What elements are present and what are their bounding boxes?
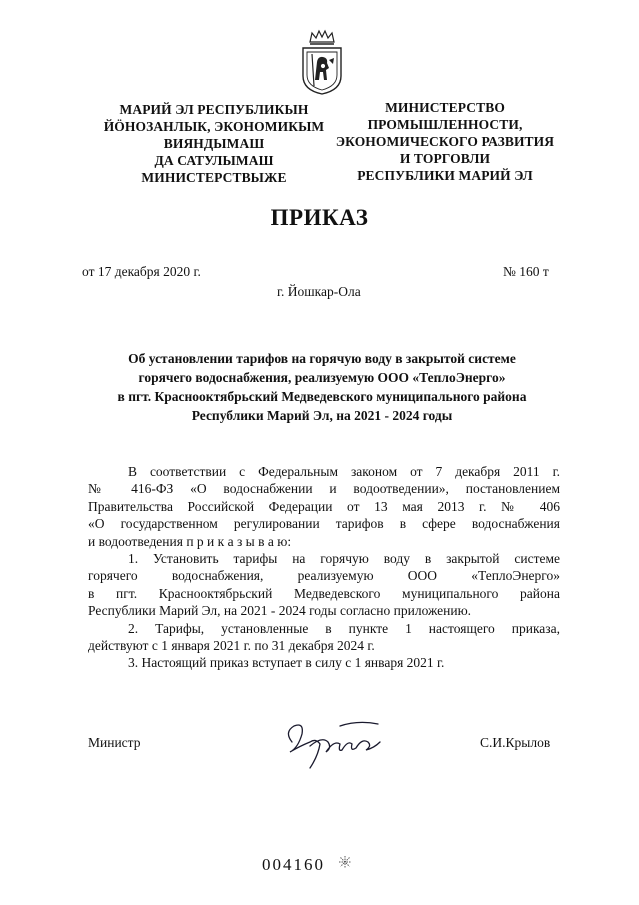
body-line: в пгт. Краснооктябрьский Медведевского муниципального района	[88, 585, 560, 601]
coat-of-arms-icon	[299, 28, 345, 96]
header-right-line: МИНИСТЕРСТВО	[385, 100, 505, 115]
body-line: Правительства Российской Федерации от 13 мая 2013 г. № 406	[88, 498, 560, 514]
header-left-line: МИНИСТЕРСТВЫЖЕ	[141, 170, 287, 185]
header-right-line: ЭКОНОМИЧЕСКОГО РАЗВИТИЯ	[335, 134, 555, 149]
order-subject	[80, 349, 564, 425]
body-line: 3. Настоящий приказ вступает в силу с 1 января 2021 г.	[128, 655, 445, 671]
signatory-name: С.И.Крылов	[480, 735, 551, 750]
body-line: «О государственном регулировании тарифов в сфере водоснабжения	[88, 516, 560, 532]
signatory-position: Министр	[88, 735, 141, 750]
ministry-name-mari	[80, 101, 348, 186]
header-left-line: ДА САТУЛЫМАШ	[154, 153, 274, 168]
header-left-line: ВИЯНДЫМАШ	[163, 136, 265, 151]
order-number: № 160 т	[503, 264, 549, 279]
header-right-line: И ТОРГОВЛИ	[399, 151, 491, 166]
order-date: от 17 декабря 2020 г.	[82, 264, 201, 279]
subject-line: Об установлении тарифов на горячую воду в закрытой системе	[128, 351, 516, 366]
body-line: Республики Марий Эл, на 2021 - 2024 годы согласно приложению.	[88, 603, 472, 619]
document-title: ПРИКАЗ	[270, 205, 369, 230]
header-left-line: ЙӦНОЗАНЛЫК, ЭКОНОМИКЫМ	[103, 119, 325, 134]
header-left-line: МАРИЙ ЭЛ РЕСПУБЛИКЫН	[119, 102, 309, 117]
order-body	[88, 463, 560, 672]
body-line: действуют с 1 января 2021 г. по 31 декабря 2024 г.	[88, 637, 375, 653]
subject-line: Республики Марий Эл, на 2021 - 2024 годы	[191, 408, 453, 423]
subject-line: в пгт. Краснооктябрьский Медведевского муниципального района	[117, 389, 527, 404]
body-line: 2. Тарифы, установленные в пункте 1 настоящего приказа,	[128, 620, 560, 636]
body-line: № 416-ФЗ «О водоснабжении и водоотведении», постановлением	[88, 481, 560, 497]
serial-number: 004160	[262, 855, 325, 874]
body-line: 1. Установить тарифы на горячую воду в закрытой системе	[128, 550, 560, 566]
body-line: В соответствии с Федеральным законом от 7 декабря 2011 г.	[128, 464, 560, 479]
header-right-line: ПРОМЫШЛЕННОСТИ,	[367, 117, 523, 132]
handwritten-signature	[280, 712, 390, 772]
body-line: горячего водоснабжения, реализуемую ООО «ТеплоЭнерго»	[88, 568, 560, 584]
order-city: г. Йошкар-Ола	[277, 284, 361, 299]
header-right-line: РЕСПУБЛИКИ МАРИЙ ЭЛ	[357, 168, 533, 183]
subject-line: горячего водоснабжения, реализуемую ООО «ТеплоЭнерго»	[138, 370, 506, 385]
body-line: и водоотведения п р и к а з ы в а ю:	[88, 533, 292, 549]
asterisk-mark-icon	[338, 855, 352, 869]
ministry-name-russian	[330, 99, 560, 184]
